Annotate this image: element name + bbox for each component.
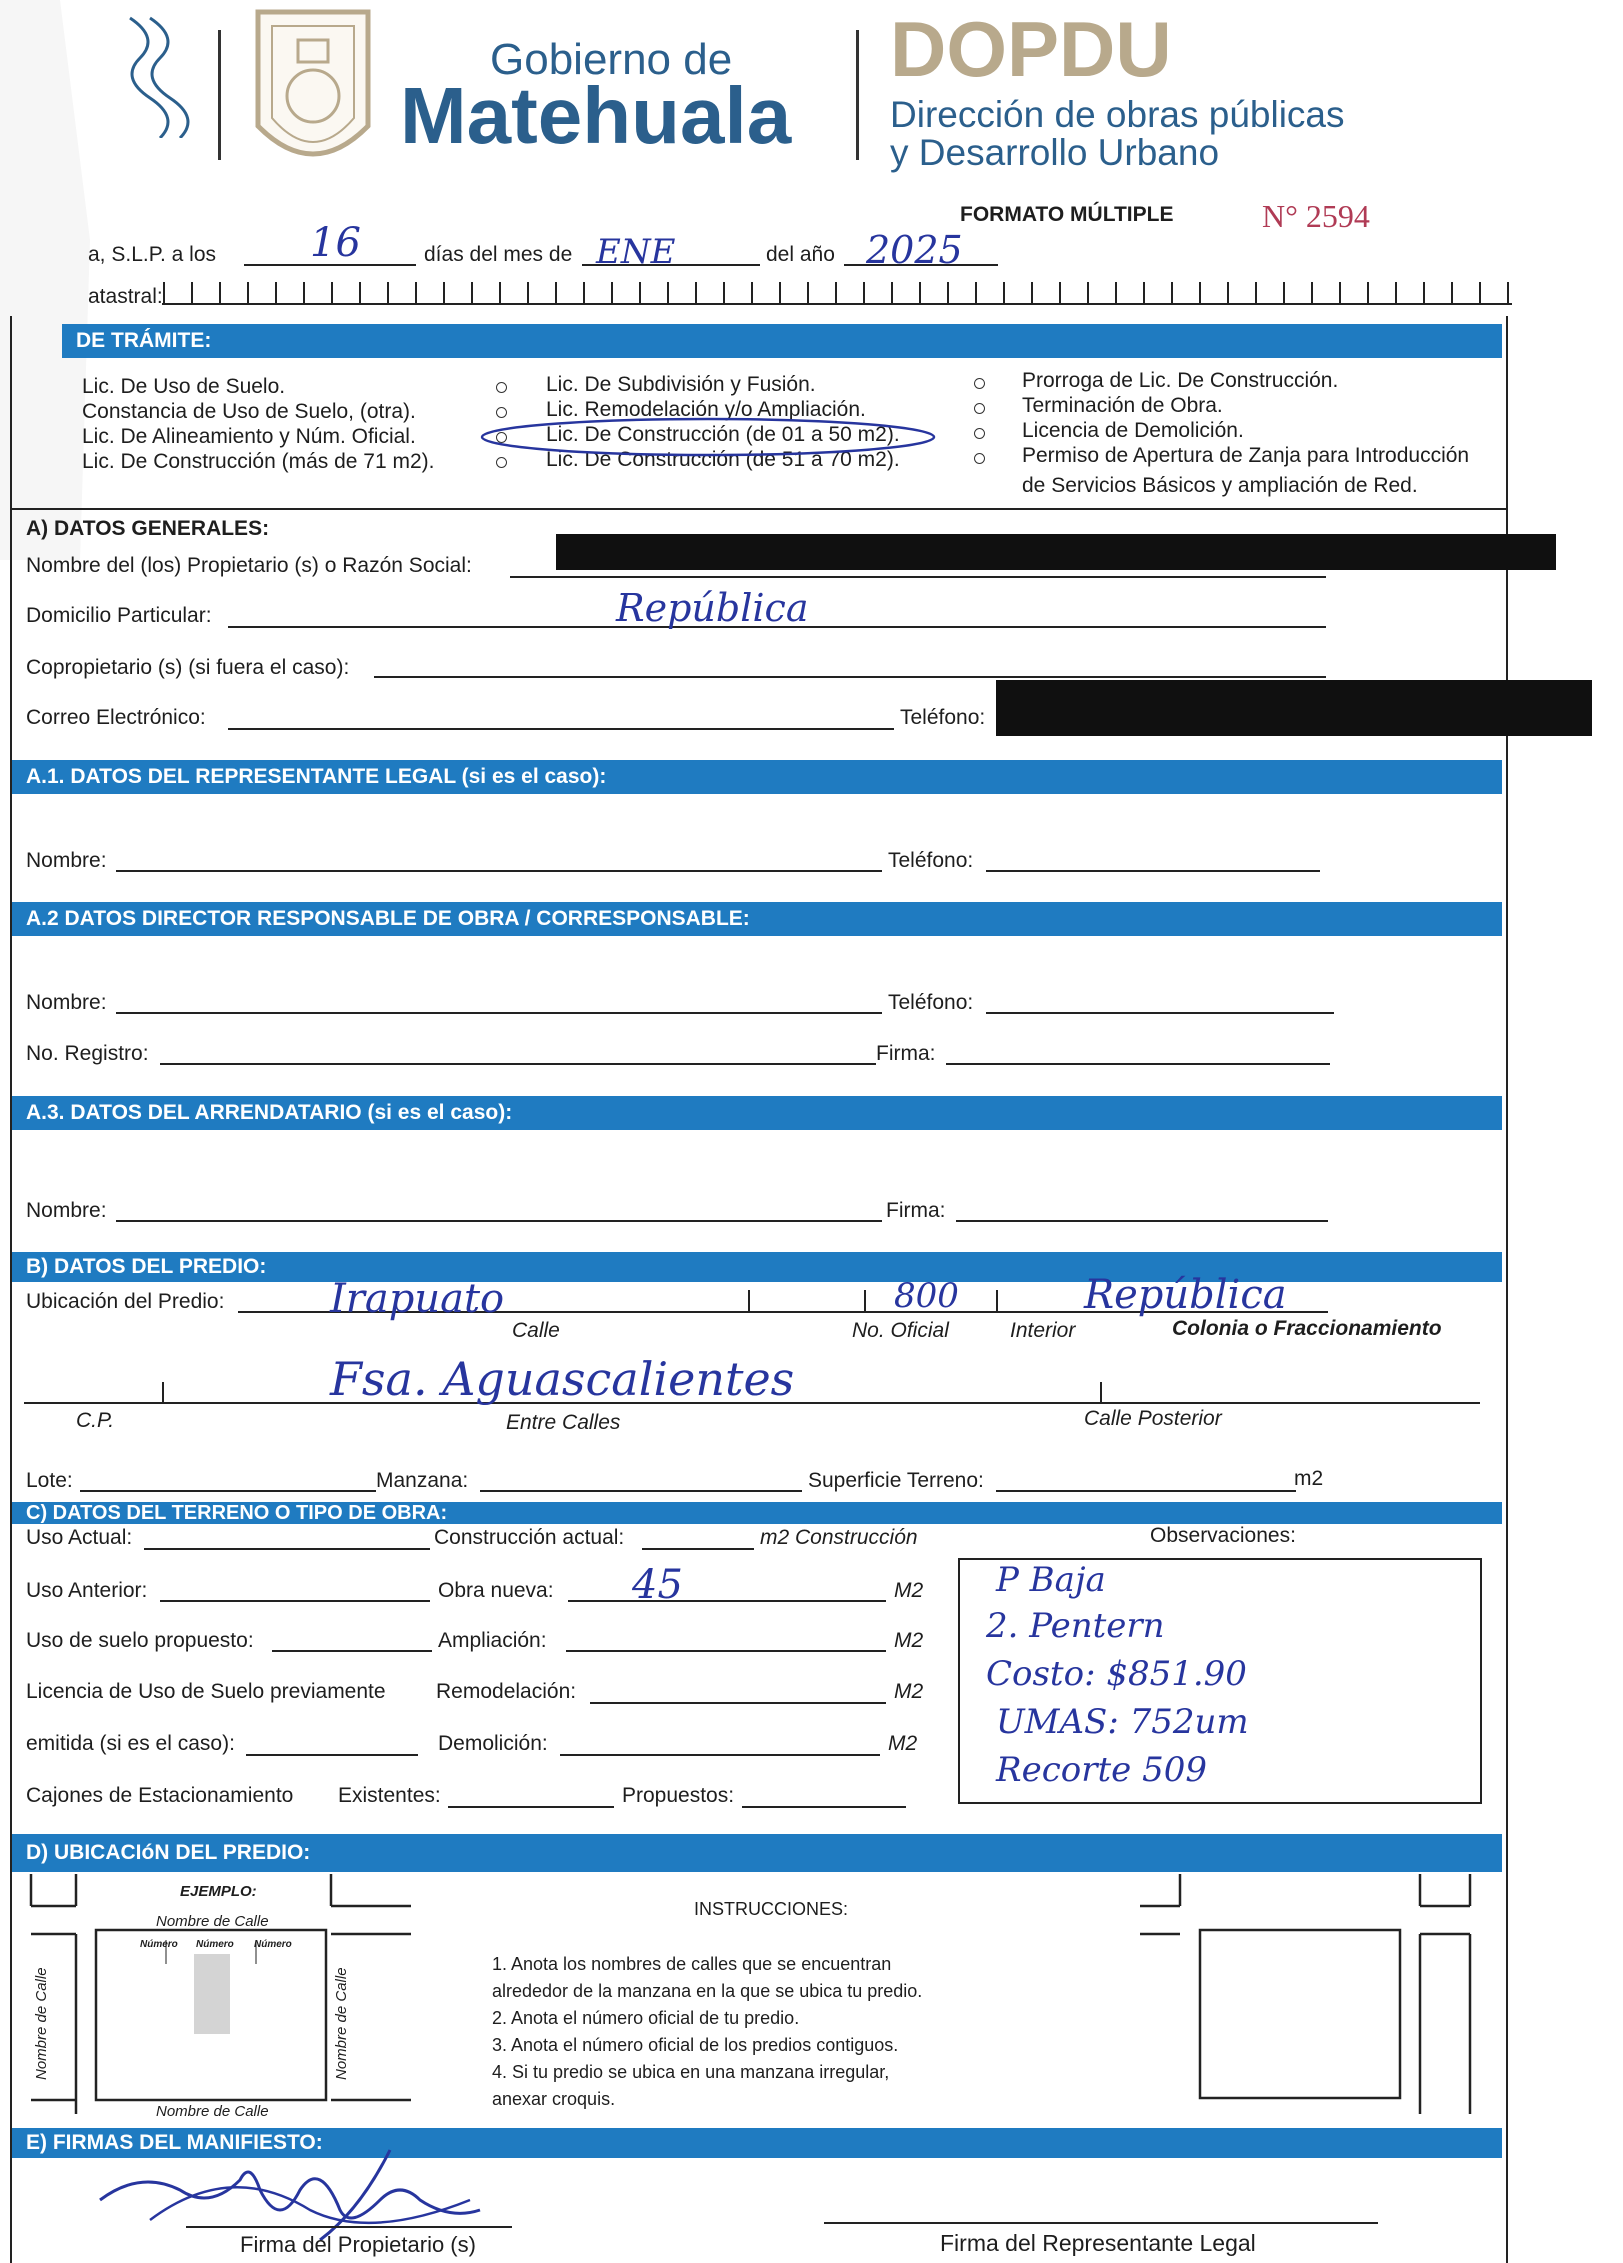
section-a1-bar: A.1. DATOS DEL REPRESENTANTE LEGAL (si es el caso): xyxy=(12,760,1502,794)
existing-label: Existentes: xyxy=(338,1784,441,1807)
current-build-label: Construcción actual: xyxy=(434,1526,625,1549)
section-d-bar: D) UBICACIóN DEL PREDIO: xyxy=(12,1834,1502,1872)
coat-of-arms-logo xyxy=(252,6,374,182)
catastral-ticks xyxy=(162,280,1512,306)
tramite-item-8: Lic. De Construcción (de 51 a 70 m2). xyxy=(546,448,900,471)
example-label: EJEMPLO: xyxy=(180,1883,257,1900)
instruction-3: 2. Anota el número oficial de tu predio. xyxy=(492,2008,800,2028)
lot-label: Lote: xyxy=(26,1469,73,1492)
example-number-3: Número xyxy=(254,1939,292,1950)
tramite-item-10: Terminación de Obra. xyxy=(1022,394,1223,417)
rep-signature-label: Firma del Representante Legal xyxy=(940,2230,1256,2256)
owner-signature-label: Firma del Propietario (s) xyxy=(240,2232,476,2257)
interior-caption: Interior xyxy=(1010,1319,1076,1342)
colony-value: República xyxy=(1084,1272,1287,1318)
phone-label: Teléfono: xyxy=(900,706,986,729)
current-build-unit: m2 Construcción xyxy=(760,1526,918,1549)
observation-line-5: Recorte 509 xyxy=(996,1750,1207,1790)
instruction-5: 4. Si tu predio se ubica en una manzana irregular, xyxy=(492,2062,890,2082)
area-unit: m2 xyxy=(1294,1467,1324,1490)
tramite-item-2: Constancia de Uso de Suelo, (otra). xyxy=(82,400,416,423)
date-year: 2025 xyxy=(866,228,963,272)
instruction-2: alrededor de la manzana en la que se ubica tu predio. xyxy=(492,1981,923,2001)
example-block-diagram xyxy=(26,1874,416,2124)
number-value: 800 xyxy=(894,1276,959,1316)
between-streets-value: Fsa. Aguascalientes xyxy=(330,1352,795,1406)
owner-redacted xyxy=(556,534,1556,570)
demolition-unit: M2 xyxy=(888,1732,918,1755)
section-tramite-bar: DE TRÁMITE: xyxy=(62,324,1502,358)
example-street-top: Nombre de Calle xyxy=(156,1913,269,1930)
email-label: Correo Electrónico: xyxy=(26,706,206,729)
tramite-item-9: Prorroga de Lic. De Construcción. xyxy=(1022,369,1339,392)
tramite-border xyxy=(10,508,1508,510)
previous-license-label: Licencia de Uso de Suelo previamente xyxy=(26,1680,386,1703)
number-caption: No. Oficial xyxy=(852,1319,949,1342)
a2-signature-label: Firma: xyxy=(876,1042,936,1065)
days-label: días del mes de xyxy=(424,243,573,266)
new-work-value: 45 xyxy=(632,1562,683,1608)
section-a3-bar: A.3. DATOS DEL ARRENDATARIO (si es el caso): xyxy=(12,1096,1502,1130)
tramite-item-11: Licencia de Demolición. xyxy=(1022,419,1244,442)
example-street-bottom: Nombre de Calle xyxy=(156,2103,269,2120)
between-caption: Entre Calles xyxy=(506,1411,621,1434)
a2-phone-label: Teléfono: xyxy=(888,991,974,1014)
coowner-label: Copropietario (s) (si fuera el caso): xyxy=(26,656,350,679)
location-label: Ubicación del Predio: xyxy=(26,1290,225,1313)
observations-label: Observaciones: xyxy=(1150,1524,1296,1547)
tramite-item-12: Permiso de Apertura de Zanja para Introducción xyxy=(1022,444,1470,467)
example-street-left: Nombre de Calle xyxy=(33,1967,50,2080)
street-value: Irapuato xyxy=(330,1276,505,1322)
header-divider-2 xyxy=(856,30,859,160)
gov-line1: Gobierno de xyxy=(490,35,733,84)
current-use-label: Uso Actual: xyxy=(26,1526,133,1549)
a3-signature-label: Firma: xyxy=(886,1199,946,1222)
remodel-label: Remodelación: xyxy=(436,1680,577,1703)
area-label: Superficie Terreno: xyxy=(808,1469,984,1492)
owner-label: Nombre del (los) Propietario (s) o Razón Social: xyxy=(26,554,472,577)
back-street-caption: Calle Posterior xyxy=(1084,1407,1222,1430)
a1-phone-label: Teléfono: xyxy=(888,849,974,872)
demolition-label: Demolición: xyxy=(438,1732,548,1755)
instruction-4: 3. Anota el número oficial de los predios contiguos. xyxy=(492,2035,899,2055)
cp-caption: C.P. xyxy=(76,1409,115,1432)
observation-line-1: P Baja xyxy=(996,1560,1106,1600)
tramite-item-12b: de Servicios Básicos y ampliación de Red. xyxy=(1022,474,1418,497)
a2-name-label: Nombre: xyxy=(26,991,107,1014)
folio-number: N° 2594 xyxy=(1262,198,1370,234)
remodel-unit: M2 xyxy=(894,1680,924,1703)
street-caption: Calle xyxy=(512,1319,560,1342)
example-number-2: Número xyxy=(196,1939,234,1950)
address-value: República xyxy=(616,586,809,630)
example-street-right: Nombre de Calle xyxy=(333,1967,350,2080)
phone-redacted xyxy=(996,680,1592,736)
date-day: 16 xyxy=(310,220,361,266)
section-e-bar: E) FIRMAS DEL MANIFIESTO: xyxy=(12,2128,1502,2158)
blank-block-diagram[interactable] xyxy=(1140,1874,1510,2124)
tramite-item-3: Lic. De Alineamiento y Núm. Oficial. xyxy=(82,425,416,448)
gov-line2: Matehuala xyxy=(400,71,792,160)
tramite-radio-10[interactable] xyxy=(974,403,985,414)
section-a-title: A) DATOS GENERALES: xyxy=(26,517,270,540)
observation-line-2: 2. Pentern xyxy=(986,1606,1165,1646)
address-label: Domicilio Particular: xyxy=(26,604,212,627)
ornament-left xyxy=(120,8,190,138)
observation-line-3: Costo: $851.90 xyxy=(986,1654,1247,1694)
year-label: del año xyxy=(766,243,835,266)
new-work-unit: M2 xyxy=(894,1579,924,1602)
instruction-6: anexar croquis. xyxy=(492,2089,616,2109)
a2-registry-label: No. Registro: xyxy=(26,1042,149,1065)
form-title: FORMATO MÚLTIPLE xyxy=(960,203,1174,226)
observation-line-4: UMAS: 752um xyxy=(996,1702,1249,1742)
extension-label: Ampliación: xyxy=(438,1629,547,1652)
agency-name-line2: y Desarrollo Urbano xyxy=(890,132,1220,173)
proposed-use-label: Uso de suelo propuesto: xyxy=(26,1629,254,1652)
colony-caption: Colonia o Fraccionamiento xyxy=(1172,1317,1442,1340)
instruction-1: 1. Anota los nombres de calles que se encuentran xyxy=(492,1954,892,1974)
issued-label: emitida (si es el caso): xyxy=(26,1732,235,1755)
hand-circle-selection xyxy=(478,414,938,460)
tramite-item-4: Lic. De Construcción (más de 71 m2). xyxy=(82,450,435,473)
agency-acronym: DOPDU xyxy=(890,5,1172,93)
extension-unit: M2 xyxy=(894,1629,924,1652)
parking-label: Cajones de Estacionamiento xyxy=(26,1784,294,1807)
date-month: ENE xyxy=(596,232,676,272)
proposed-label: Propuestos: xyxy=(622,1784,735,1807)
instructions-title: INSTRUCCIONES: xyxy=(694,1899,849,1919)
date-prefix: a, S.L.P. a los xyxy=(88,243,217,266)
tramite-item-6: Lic. Remodelación y/o Ampliación. xyxy=(546,398,866,421)
section-b-bar: B) DATOS DEL PREDIO: xyxy=(12,1252,1502,1282)
tramite-radio-12[interactable] xyxy=(974,453,985,464)
tramite-item-1: Lic. De Uso de Suelo. xyxy=(82,375,286,398)
previous-use-label: Uso Anterior: xyxy=(26,1579,148,1602)
section-c-bar: C) DATOS DEL TERRENO O TIPO DE OBRA: xyxy=(12,1502,1502,1524)
catastral-label: atastral: xyxy=(88,285,163,308)
header-divider xyxy=(218,30,221,160)
tramite-radio-5[interactable] xyxy=(496,382,507,393)
a3-name-label: Nombre: xyxy=(26,1199,107,1222)
example-number-1: Número xyxy=(140,1939,178,1950)
agency-name-line1: Dirección de obras públicas xyxy=(890,94,1345,135)
tramite-radio-11[interactable] xyxy=(974,428,985,439)
tramite-item-5: Lic. De Subdivisión y Fusión. xyxy=(546,373,816,396)
block-label: Manzana: xyxy=(376,1469,469,1492)
new-work-label: Obra nueva: xyxy=(438,1579,554,1602)
tramite-radio-9[interactable] xyxy=(974,378,985,389)
a1-name-label: Nombre: xyxy=(26,849,107,872)
section-a2-bar: A.2 DATOS DIRECTOR RESPONSABLE DE OBRA / CORRESPONSABLE: xyxy=(12,902,1502,936)
tramite-item-7: Lic. De Construcción (de 01 a 50 m2). xyxy=(546,423,900,446)
